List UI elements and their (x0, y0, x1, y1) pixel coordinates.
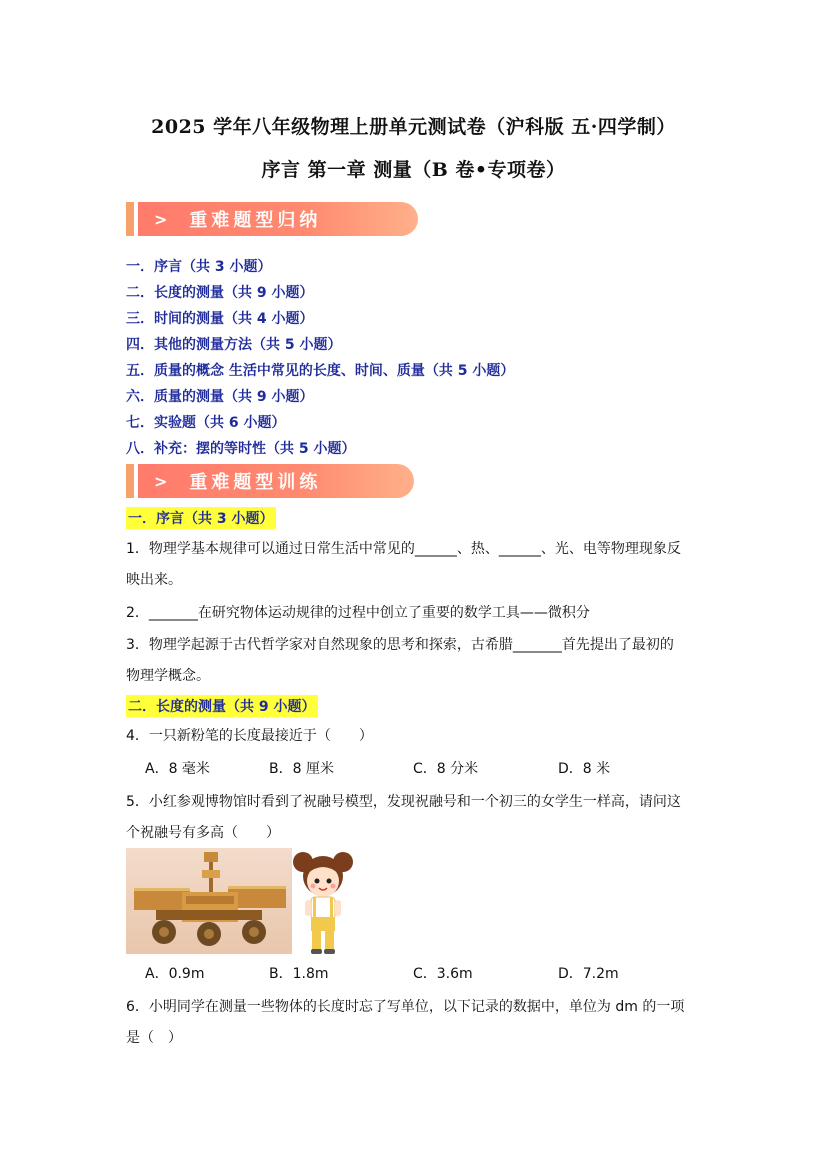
q5-option-d[interactable]: D．7.2m (558, 966, 619, 982)
question-6-line-1: 6．小明同学在测量一些物体的长度时忘了写单位，以下记录的数据中，单位为 dm 的一项 (126, 999, 685, 1015)
toc-item-6[interactable]: 六．质量的测量（共 9 小题） (126, 389, 314, 405)
toc-item-7[interactable]: 七．实验题（共 6 小题） (126, 415, 286, 431)
page-title: 2025 学年八年级物理上册单元测试卷（沪科版 五·四学制） (151, 116, 676, 138)
toc-item-3[interactable]: 三．时间的测量（共 4 小题） (126, 311, 314, 327)
page-subtitle: 序言 第一章 测量（B 卷•专项卷） (261, 159, 566, 181)
q5-option-a[interactable]: A．0.9m (145, 966, 205, 982)
q5-option-c[interactable]: C．3.6m (413, 966, 473, 982)
toc-item-2[interactable]: 二．长度的测量（共 9 小题） (126, 285, 314, 301)
banner-text: 重难题型归纳 (189, 210, 322, 231)
chevron-right-icon: > (154, 471, 168, 491)
section-heading-length: 二．长度的测量（共 9 小题） (126, 695, 318, 717)
question-6-line-2: 是（ ） (126, 1030, 182, 1046)
banner-text: 重难题型训练 (189, 472, 322, 493)
toc-item-4[interactable]: 四．其他的测量方法（共 5 小题） (126, 337, 342, 353)
question-4: 4．一只新粉笔的长度最接近于（ ） (126, 728, 373, 744)
question-2: 2．_______在研究物体运动规律的过程中创立了重要的数学工具——微积分 (126, 605, 590, 621)
banner-pill (138, 202, 418, 236)
q4-option-b[interactable]: B．8 厘米 (269, 761, 334, 777)
question-1-line-1: 1．物理学基本规律可以通过日常生活中常见的______、热、______、光、电等物理现象反 (126, 541, 681, 557)
banner-training (126, 464, 414, 498)
question-5-line-1: 5．小红参观博物馆时看到了祝融号模型，发现祝融号和一个初三的女学生一样高，请问这 (126, 794, 681, 810)
q4-option-c[interactable]: C．8 分米 (413, 761, 479, 777)
question-1-line-2: 映出来。 (126, 572, 182, 588)
rover-model-image (126, 848, 292, 954)
q5-option-b[interactable]: B．1.8m (269, 966, 329, 982)
question-3-line-1: 3．物理学起源于古代哲学家对自然现象的思考和探索，古希腊_______首先提出了最初的 (126, 637, 674, 653)
girl-student-image (290, 848, 356, 956)
toc-item-5[interactable]: 五．质量的概念 生活中常见的长度、时间、质量（共 5 小题） (126, 363, 515, 379)
banner-stripe (126, 464, 134, 498)
banner-summary (126, 202, 418, 236)
toc-item-8[interactable]: 八．补充：摆的等时性（共 5 小题） (126, 441, 356, 457)
question-3-line-2: 物理学概念。 (126, 668, 210, 684)
section-heading-preface: 一．序言（共 3 小题） (126, 507, 276, 529)
q4-option-d[interactable]: D．8 米 (558, 761, 611, 777)
q4-option-a[interactable]: A．8 毫米 (145, 761, 210, 777)
banner-pill (138, 464, 414, 498)
chevron-right-icon: > (154, 209, 168, 229)
question-5-line-2: 个祝融号有多高（ ） (126, 825, 280, 841)
banner-stripe (126, 202, 134, 236)
toc-item-1[interactable]: 一．序言（共 3 小题） (126, 259, 272, 275)
